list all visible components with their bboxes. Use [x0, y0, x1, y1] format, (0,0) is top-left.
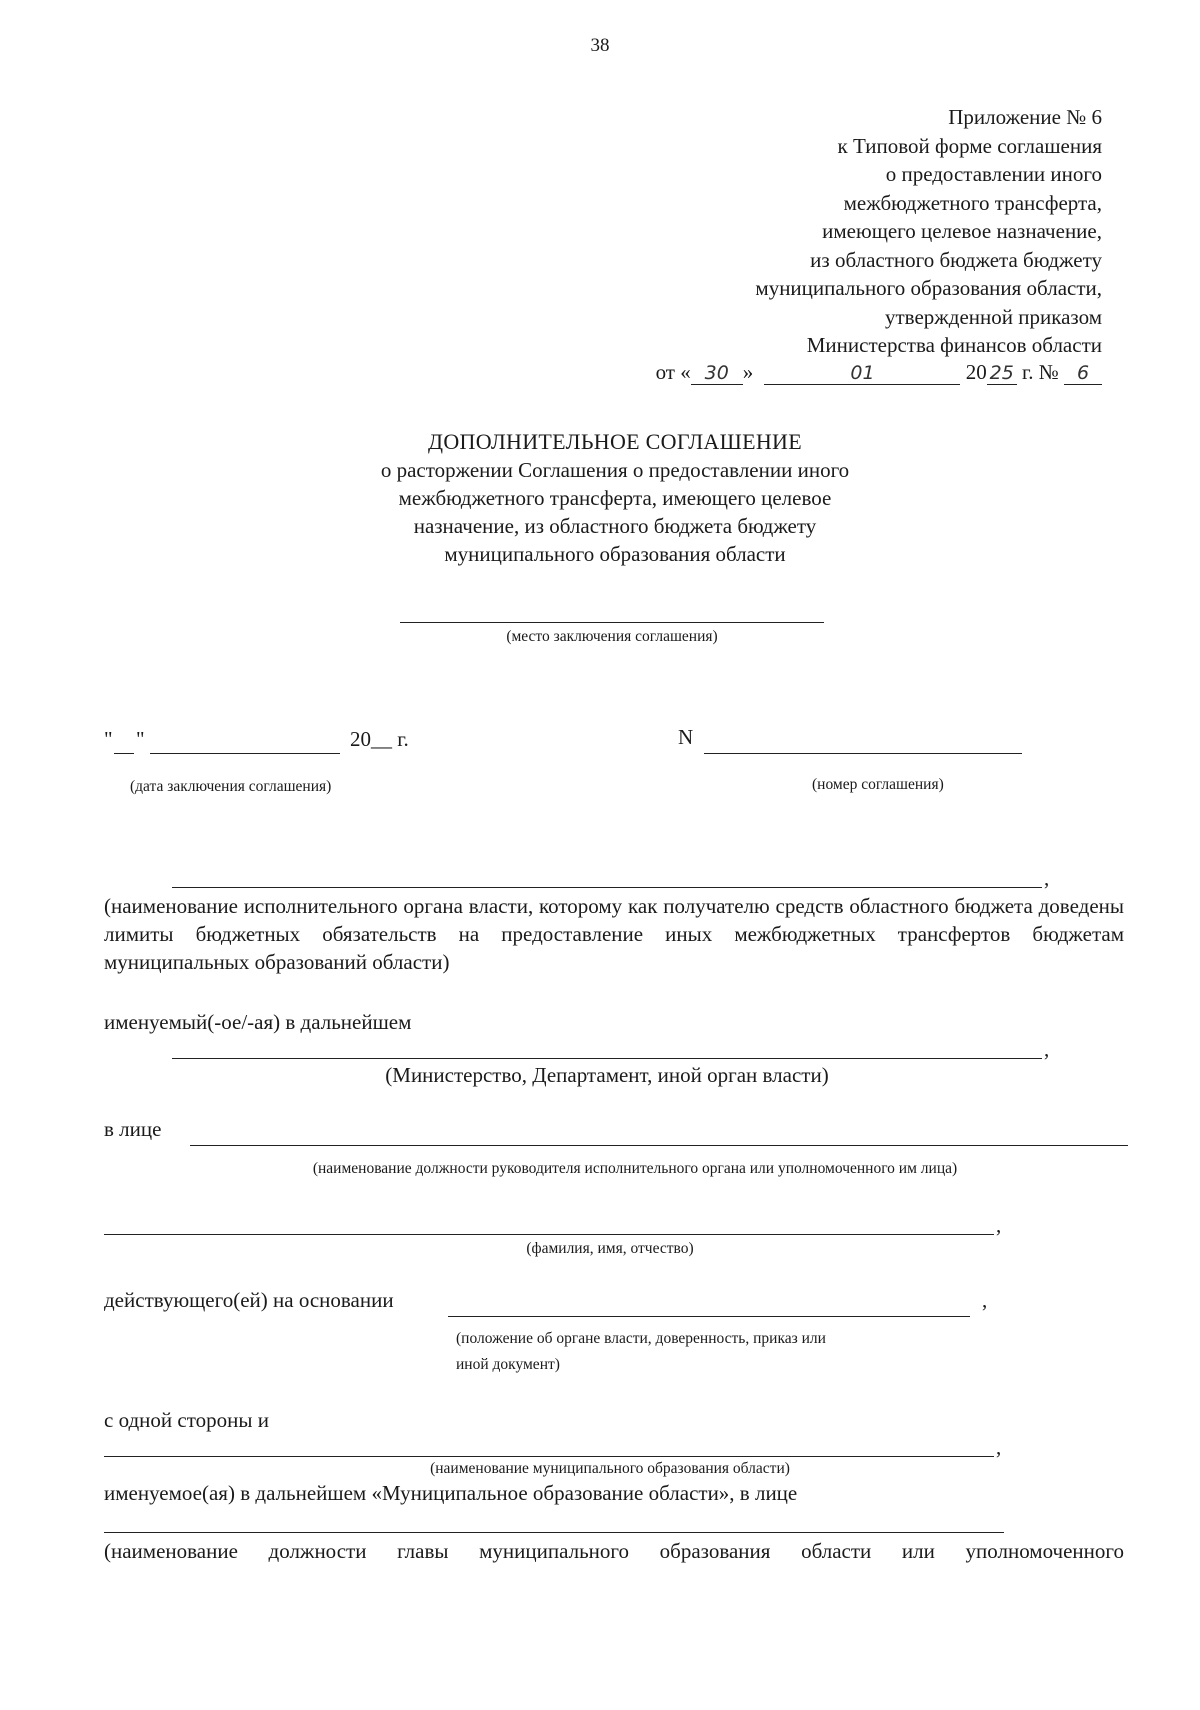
basis-comma: ,: [982, 1288, 988, 1312]
side-comma: ,: [996, 1435, 1002, 1459]
authority-caption: (наименование исполнительного органа власти, которому как получателю средств областного бюджета доведены лимиты бюджетных обязательств на предоставление иных межбюджетных трансфертов бюджетам муниципальных образований области): [104, 894, 1124, 974]
place-caption: (место заключения соглашения): [506, 628, 718, 645]
title-line: о расторжении Соглашения о предоставлении иного: [380, 458, 850, 482]
municipal-text: именуемое(ая) в дальнейшем «Муниципальное образование области», в лице: [104, 1481, 798, 1505]
appendix-line: утвержденной приказом: [884, 304, 1102, 329]
basis-field-line[interactable]: [448, 1316, 970, 1317]
approval-date-line: [656, 360, 1102, 385]
number-label: г. №: [1021, 360, 1059, 384]
municipal-caption: (наименование должности главы муниципального образования области или уполномоченного: [104, 1539, 1124, 1563]
year-prefix: 20: [965, 360, 987, 384]
title-line: муниципального образования области: [444, 542, 786, 566]
referred-caption: (Министерство, Департамент, иной орган власти): [385, 1063, 829, 1087]
appendix-header: [755, 103, 1102, 360]
appendix-line: муниципального образования области,: [755, 276, 1102, 300]
referred-field-line[interactable]: [172, 1058, 1042, 1059]
appendix-line: Приложение № 6: [948, 105, 1102, 129]
title-main: ДОПОЛНИТЕЛЬНОЕ СОГЛАШЕНИЕ: [428, 429, 802, 454]
document-title: [0, 428, 1200, 568]
basis-label: действующего(ей) на основании: [104, 1288, 394, 1312]
authority-field-line[interactable]: [172, 887, 1042, 888]
appendix-line: Министерства финансов области: [806, 333, 1102, 357]
appendix-line: имеющего целевое назначение,: [822, 219, 1102, 243]
handwritten-number: 6: [1064, 362, 1102, 385]
handwritten-year: 25: [987, 362, 1017, 385]
title-line: назначение, из областного бюджета бюджету: [413, 514, 817, 538]
date-year-text: 20__ г.: [350, 727, 409, 751]
side-field-line[interactable]: [104, 1456, 994, 1457]
basis-caption-line2: иной документ): [456, 1356, 560, 1373]
handwritten-day: 30: [691, 362, 743, 385]
title-line: межбюджетного трансферта, имеющего целевое: [398, 486, 832, 510]
date-prefix: от «: [655, 360, 691, 384]
date-caption: (дата заключения соглашения): [130, 778, 332, 795]
date-day-close: »: [742, 360, 754, 384]
fio-field-line[interactable]: [104, 1234, 994, 1235]
handwritten-month: 01: [764, 362, 960, 385]
date-day-line[interactable]: [114, 753, 134, 754]
fio-comma: ,: [996, 1213, 1002, 1237]
number-field-line[interactable]: [704, 753, 1022, 754]
referred-comma: ,: [1044, 1037, 1050, 1061]
represented-caption: (наименование должности руководителя исполнительного органа или уполномоченного им лица): [312, 1160, 958, 1177]
date-month-line[interactable]: [150, 753, 340, 754]
side-label: с одной стороны и: [104, 1408, 269, 1432]
appendix-line: межбюджетного трансферта,: [843, 190, 1102, 215]
represented-field-line[interactable]: [190, 1145, 1128, 1146]
number-label: N: [678, 725, 694, 749]
basis-caption-line1: (положение об органе власти, доверенность, приказ или: [456, 1330, 826, 1347]
represented-label: в лице: [104, 1117, 162, 1141]
page-number: 38: [590, 35, 610, 56]
place-field-line[interactable]: [400, 622, 824, 623]
date-quote-close: ": [136, 727, 145, 751]
number-caption: (номер соглашения): [812, 776, 944, 793]
appendix-line: к Типовой форме соглашения: [837, 133, 1102, 158]
fio-caption: (фамилия, имя, отчество): [526, 1240, 694, 1257]
appendix-line: из областного бюджета бюджету: [810, 247, 1102, 272]
date-quote-open: ": [104, 727, 113, 751]
side-caption: (наименование муниципального образования области): [430, 1460, 790, 1477]
appendix-line: о предоставлении иного: [885, 162, 1102, 186]
referred-label: именуемый(-ое/-ая) в дальнейшем: [104, 1010, 412, 1034]
municipal-field-line[interactable]: [104, 1532, 1004, 1533]
authority-comma: ,: [1044, 866, 1050, 890]
